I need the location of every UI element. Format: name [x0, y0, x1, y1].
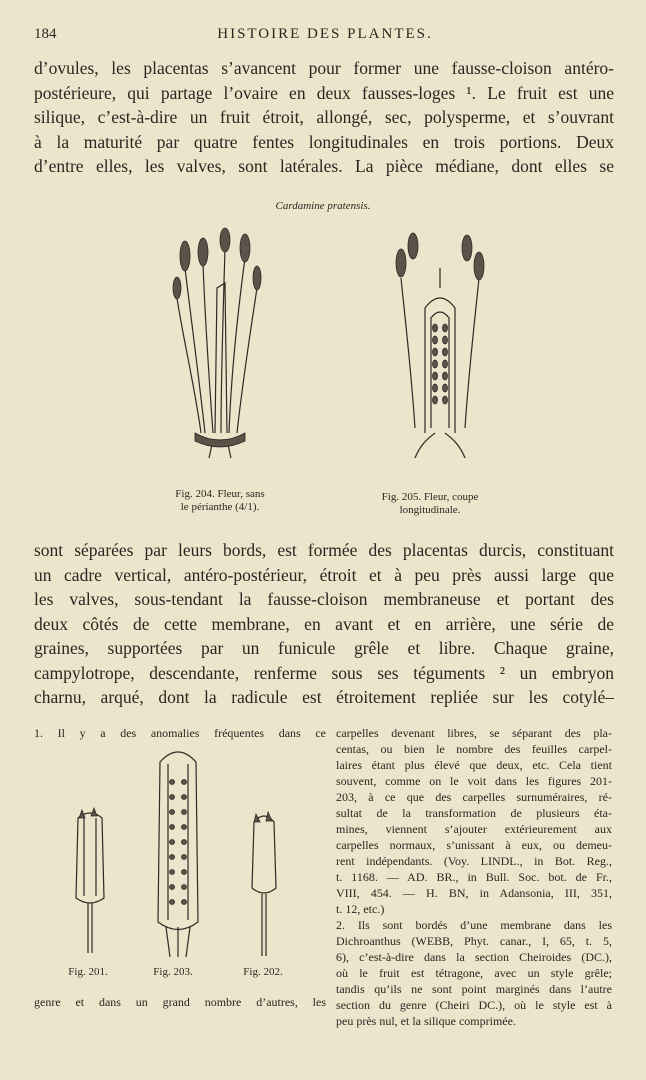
footnote-line: t. 1168. — AD. BR., in Bull. Soc. bot. de Fr.,	[336, 870, 612, 884]
text-line: d’entre elles, les valves, sont latérales. La pièce médiane, dont elles se	[34, 156, 614, 176]
footnote-line: section du genre (Cheiri DC.), où le style est à	[336, 998, 612, 1012]
fig-201-illustration	[70, 808, 110, 958]
caption-line: Fig. 205. Fleur, coupe	[381, 491, 479, 503]
fig-203-illustration	[150, 742, 206, 960]
footnote-line: 6), c’est-à-dire dans la section Cheiroides (DC.),	[336, 950, 612, 964]
fig-201-caption: Fig. 201.	[68, 966, 108, 978]
footnote-line: carpelles devenant libres, se séparant des pla-	[336, 726, 612, 740]
footnote-line: mines, viennent s’ajouter extérieurement aux	[336, 822, 612, 836]
footnote-line: sultat de la transformation de plusieurs éta-	[336, 806, 612, 820]
footnote-line: carpelles normaux, s’unissant à eux, ou demeu-	[336, 838, 612, 852]
body-paragraph-2	[34, 538, 614, 710]
text-line: graines, supportées par un funicule grêle et libre. Chaque graine,	[34, 638, 614, 658]
running-header	[34, 26, 616, 46]
text-line: sont séparées par leurs bords, est formée des placentas durcis, constituant	[34, 540, 614, 560]
footnote-line: Dichroanthus (WEBB, Phyt. canar., I, 65, t. 5,	[336, 934, 612, 948]
text-line: d’ovules, les placentas s’avancent pour former une fausse-cloison antéro-	[34, 58, 614, 78]
fig-203-caption: Fig. 203.	[153, 966, 193, 978]
footnote-line: laires étant plus élevé que deux, etc. Cela tient	[336, 758, 612, 772]
body-paragraph-1	[34, 56, 614, 179]
caption-line: longitudinale.	[399, 504, 461, 516]
footnote-line: t. 12, etc.)	[336, 902, 385, 916]
page-number: 184	[34, 26, 57, 42]
text-line: un cadre vertical, antéro-postérieur, étroit et à peu près aussi large que	[34, 564, 614, 585]
text-line: à la maturité par quatre fentes longitudinales en trois portions. Deux	[34, 131, 614, 152]
text-line: charnu, arqué, dont la radicule est étroitement repliée sur les cotylé–	[34, 687, 614, 707]
fig-204-illustration	[165, 228, 275, 468]
text-line: campylotrope, descendante, renferme sous ses téguments ² un embryon	[34, 662, 614, 683]
fig-205-illustration	[385, 228, 495, 468]
footnote-left-end: genre et dans un grand nombre d’autres, les	[34, 995, 326, 1009]
fig-202-caption: Fig. 202.	[243, 966, 283, 978]
caption-line: Fig. 204. Fleur, sans	[175, 488, 265, 500]
footnote-line: où le fruit est tétragone, avec un style grêle;	[336, 966, 612, 980]
footnote-line: centas, ou bien le nombre des feuilles carpel-	[336, 742, 612, 756]
text-line: silique, c’est-à-dire un fruit étroit, allongé, sec, polysperme, et s’ouvrant	[34, 107, 614, 127]
footnote-line: 203, à ce que des carpelles surnuméraires, ré-	[336, 790, 612, 804]
fig-204-caption	[150, 488, 290, 514]
caption-line: le périanthe (4/1).	[180, 501, 260, 513]
running-title: HISTOIRE DES PLANTES.	[217, 26, 433, 42]
footnote-line: 2. Ils sont bordés d’une membrane dans les	[336, 918, 612, 932]
footnote-right	[336, 725, 612, 1029]
fig-205-caption	[360, 491, 500, 517]
footnote-line: tandis qu’ils ne sont point marginés dans l’autre	[336, 982, 612, 996]
fig-202-illustration	[246, 808, 282, 958]
text-line: les valves, sous-tendant la fausse-cloison membraneuse et portant des	[34, 589, 614, 609]
footnote-line: peu près nul, et la silique comprimée.	[336, 1014, 516, 1028]
footnote-left	[34, 725, 326, 741]
footnote-line: souvent, comme on le voit dans les figures 201-	[336, 774, 612, 788]
text-line: deux côtés de cette membrane, en avant et en arrière, une série de	[34, 613, 614, 634]
footnote-line: rent indépendants. (Voy. LINDL., in Bot. Reg.,	[336, 854, 612, 868]
text-line: postérieure, qui partage l’ovaire en deux fausses-loges ¹. Le fruit est une	[34, 82, 614, 103]
footnote-line: 1. Il y a des anomalies fréquentes dans ce	[34, 726, 326, 740]
footnote-line: VIII, 454. — H. BN, in Adansonia, III, 351,	[336, 886, 612, 900]
figure-caption: Cardamine pratensis.	[275, 200, 371, 212]
